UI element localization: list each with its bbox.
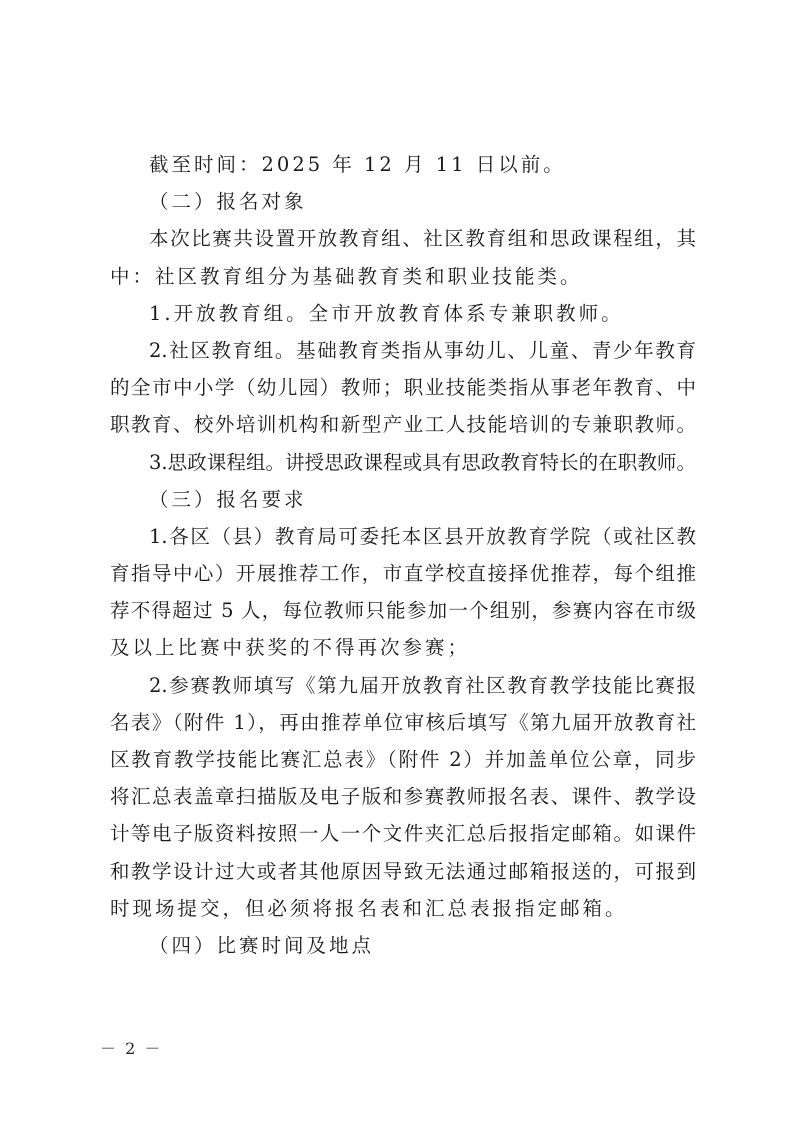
paragraph-line: 中：社区教育组分为基础教育类和职业技能类。 xyxy=(110,264,583,288)
list-item-ideological-course: 3.思政课程组。讲授思政课程或具有思政教育特长的在职教师。 xyxy=(149,450,696,474)
paragraph-line: 荐不得超过 5 人，每位教师只能参加一个组别，参赛内容在市级 xyxy=(110,599,696,623)
list-item-requirement-1: 1.各区（县）教育局可委托本区县开放教育学院（或社区教 xyxy=(149,524,696,548)
paragraph-line: 计等电子版资料按照一人一个文件夹汇总后报指定邮箱。如课件 xyxy=(110,822,696,846)
document-body xyxy=(110,146,696,964)
paragraph-line: 的全市中小学（幼儿园）教师；职业技能类指从事老年教育、中 xyxy=(110,376,696,400)
list-item-community-education: 2.社区教育组。基础教育类指从事幼儿、儿童、青少年教育 xyxy=(149,338,696,362)
page-number: － 2 － xyxy=(100,1039,163,1058)
paragraph-line: 育指导中心）开展推荐工作，市直学校直接择优推荐，每个组推 xyxy=(110,562,696,586)
section-heading-registration-target xyxy=(110,183,696,220)
section-heading-registration-requirements: （三）报名要求 xyxy=(149,487,307,511)
paragraph-line: 名表》（附件 1），再由推荐单位审核后填写《第九届开放教育社 xyxy=(110,710,696,734)
section-heading: （二）报名对象 xyxy=(149,190,307,214)
paragraph-line: 将汇总表盖章扫描版及电子版和参赛教师报名表、课件、教学设 xyxy=(110,785,696,809)
deadline-line xyxy=(110,146,696,183)
paragraph-line: 及以上比赛中获奖的不得再次参赛； xyxy=(110,636,471,660)
text-line: 截至时间：2025 年 12 月 11 日以前。 xyxy=(149,153,566,176)
paragraph-line: 区教育教学技能比赛汇总表》（附件 2）并加盖单位公章，同步 xyxy=(110,748,696,771)
list-item-requirement-2: 2.参赛教师填写《第九届开放教育社区教育教学技能比赛报 xyxy=(149,673,696,697)
paragraph-line: 时现场提交，但必须将报名表和汇总表报指定邮箱。 xyxy=(110,896,628,920)
list-item-open-education: 1.开放教育组。全市开放教育体系专兼职教师。 xyxy=(149,301,624,325)
section-heading-time-location: （四）比赛时间及地点 xyxy=(149,933,375,957)
paragraph-line: 和教学设计过大或者其他原因导致无法通过邮箱报送的，可报到 xyxy=(110,859,696,883)
paragraph-line: 职教育、校外培训机构和新型产业工人技能培训的专兼职教师。 xyxy=(110,413,696,437)
paragraph-line: 本次比赛共设置开放教育组、社区教育组和思政课程组，其 xyxy=(149,227,696,251)
